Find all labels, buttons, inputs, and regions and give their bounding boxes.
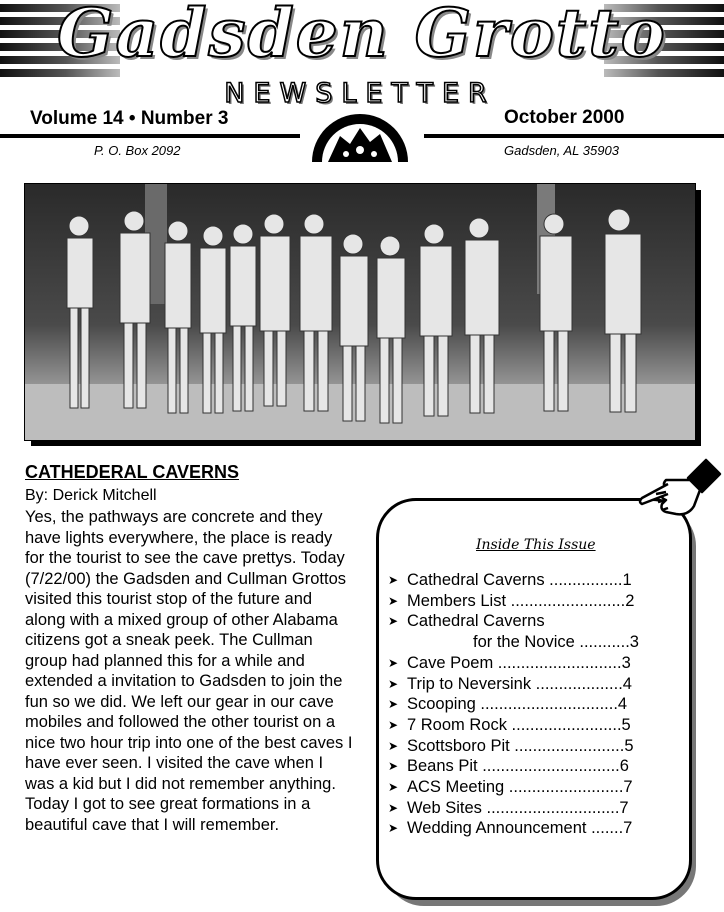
inside-issue-title: Inside This Issue [476,537,596,553]
arrow-icon: ➤ [388,614,399,629]
toc-item: ➤ Scooping ..............................4 [388,695,628,714]
nss-seal-icon [310,110,410,162]
article-body: Yes, the pathways are concrete and they have lights everywhere, the place is ready for the tourist to see the cave prettys. Today (7/22/00) the Gadsden and Cullman Grottos visited this tourist stop of the future and along with a mixed group of other Alabama citizens got a sneak peek. The Cullman group had planned this for a while and extended a invitation to Gadsden to join the fun so we did. We left our gear in our cave mobiles and followed the other tourist on a nice two hour trip into one of the best caves I have ever seen. I visited the cave when I was a kid but I did not remember anything. Today I got to see great formations in a beautiful cave that I will remember. [25,508,353,834]
arrow-icon: ➤ [388,821,399,836]
toc-item: ➤ Cathedral Caverns ................1 [388,571,632,589]
volume-number: Volume 14 • Number 3 [30,108,229,129]
newsletter-title: Gadsden Grotto [57,0,667,72]
arrow-icon: ➤ [388,676,399,691]
po-box: P. O. Box 2092 [94,143,181,158]
header-rule-left [0,134,300,138]
group-photo-illustration [25,184,695,440]
arrow-icon: ➤ [388,759,399,774]
arrow-icon: ➤ [388,573,399,587]
issue-date: October 2000 [504,107,625,128]
article-byline: By: Derick Mitchell [25,487,157,504]
arrow-icon: ➤ [388,697,399,712]
toc-item: ➤ Trip to Neversink ...................4 [388,674,632,693]
toc-item: ➤ Beans Pit ..............................6 [388,757,629,776]
arrow-icon: ➤ [388,593,399,608]
arrow-icon: ➤ [388,655,399,670]
toc-item: ➤ Scottsboro Pit ........................5 [388,736,634,755]
toc-item: ➤ Cave Poem ...........................3 [388,653,631,672]
toc-item: ➤ ACS Meeting .........................7 [388,778,633,797]
toc-item: ➤ Web Sites .............................7 [388,798,629,817]
toc-item: ➤ Cathedral Caverns for the Novice ...........3 [388,612,639,652]
toc-item: ➤ Wedding Announcement .......7 [388,819,633,838]
newsletter-subtitle: NEWSLETTER [224,78,496,109]
arrow-icon: ➤ [388,717,399,732]
inside-issue-list [388,570,664,839]
toc-item: ➤ 7 Room Rock ........................5 [388,715,631,734]
arrow-icon: ➤ [388,800,399,815]
header-rule-right [424,134,724,138]
group-photo [24,183,696,441]
city-address: Gadsden, AL 35903 [504,143,619,158]
article-title: CATHEDERAL CAVERNS [25,462,240,482]
toc-item: ➤ Members List .........................2 [388,591,635,610]
arrow-icon: ➤ [388,780,399,795]
pointing-hand-icon [636,454,722,524]
arrow-icon: ➤ [388,738,399,753]
